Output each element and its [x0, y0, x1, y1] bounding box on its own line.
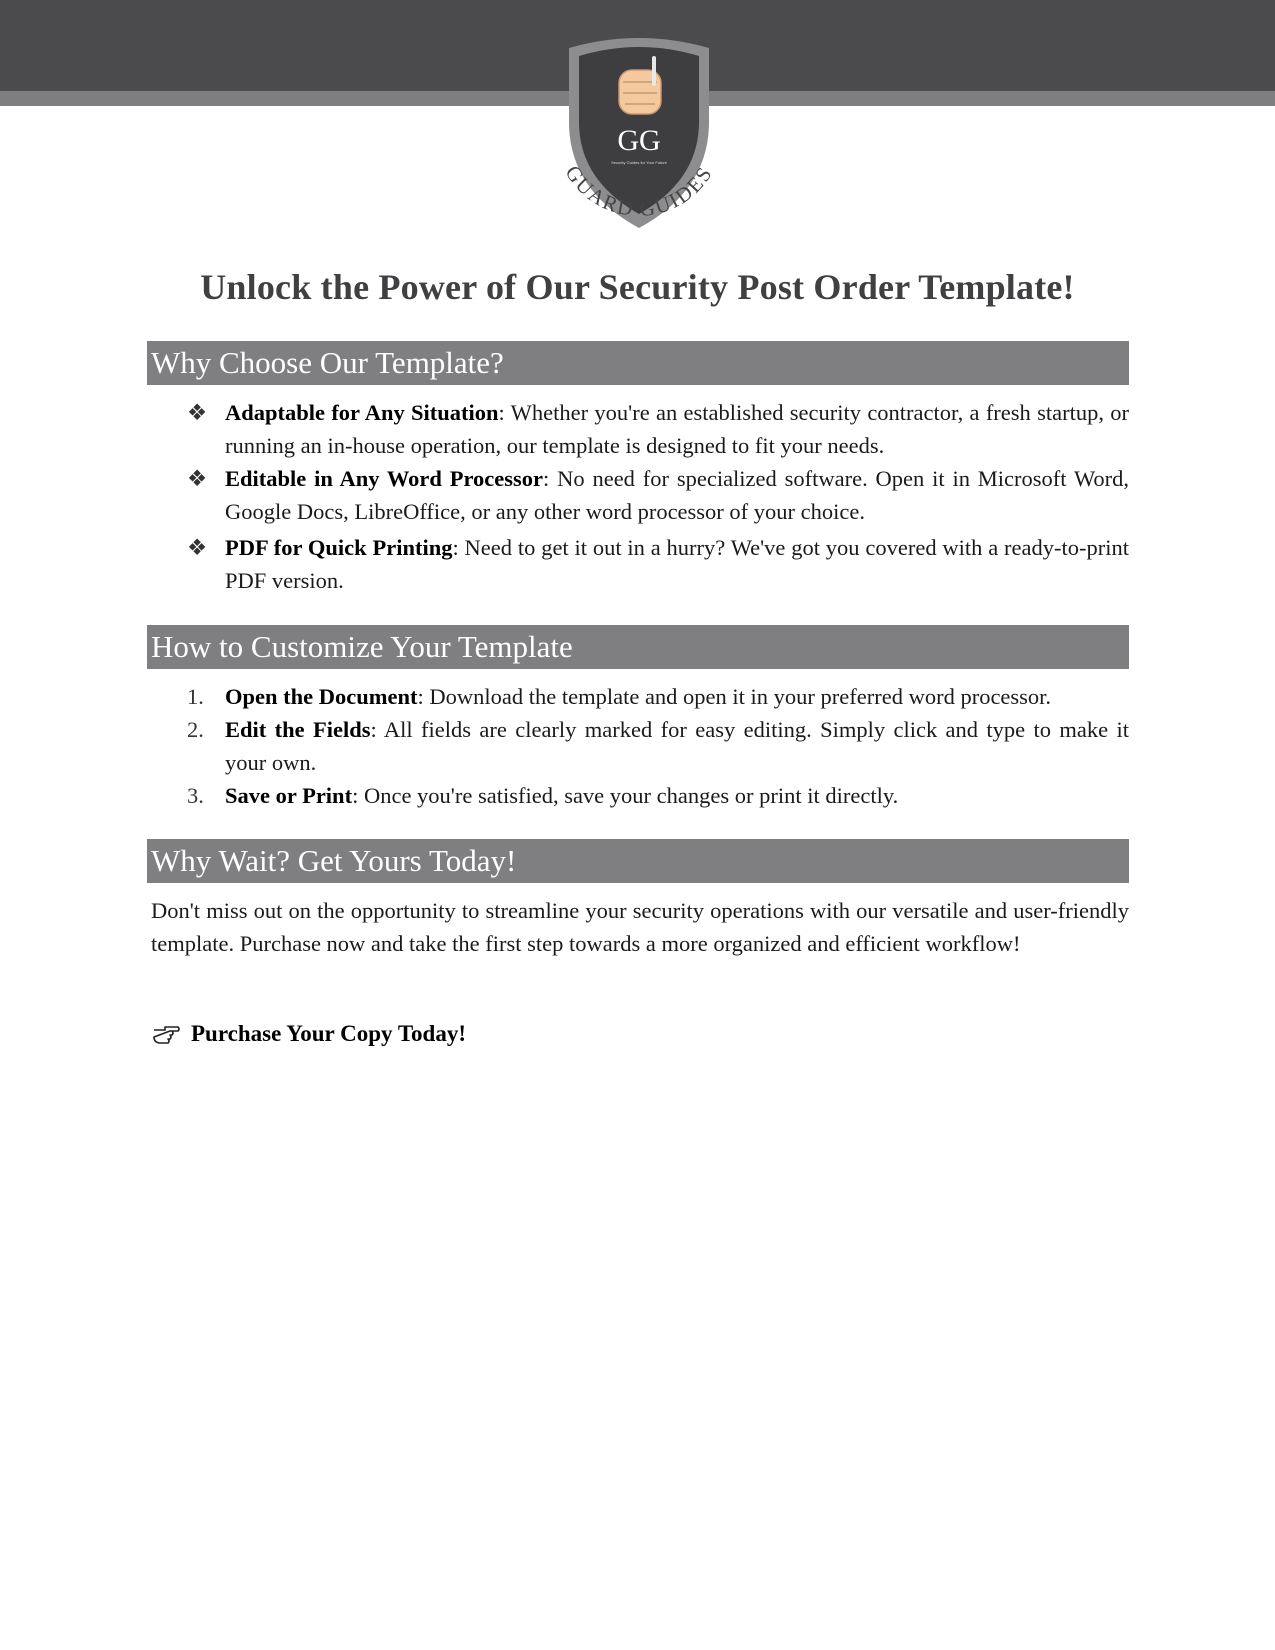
- section-heading: Why Choose Our Template?: [147, 341, 1129, 385]
- page-title: Unlock the Power of Our Security Post Order Template!: [200, 267, 1075, 307]
- item-term: Adaptable for Any Situation: [225, 400, 499, 425]
- section-why-wait: [147, 839, 1129, 960]
- diamond-bullet-icon: ❖: [187, 535, 208, 560]
- section-how-to-customize: [147, 625, 1129, 812]
- diamond-bullet-icon: ❖: [187, 466, 208, 491]
- logo-monogram: GG: [617, 124, 661, 157]
- list-item: [147, 462, 1129, 528]
- item-term: Editable in Any Word Processor: [225, 466, 544, 491]
- section-heading: How to Customize Your Template: [147, 625, 1129, 669]
- list-item: [147, 680, 1129, 713]
- section-why-choose: [147, 341, 1129, 597]
- item-term: Open the Document: [225, 684, 418, 709]
- list-number: 2.: [187, 717, 204, 742]
- guard-guides-logo: [539, 30, 739, 240]
- item-term: Save or Print: [225, 783, 353, 808]
- list-item: [147, 531, 1129, 597]
- closing-paragraph: Don't miss out on the opportunity to streamline your security operations with our versatile and user-friendly template. Purchase now and take the first step towards a more organized and efficient workflow!: [151, 898, 1129, 956]
- item-text: : Whether you're an established security contractor, a fresh startup, or running an in-house operation, our template is designed to fit your needs.: [225, 400, 1129, 458]
- logo-tagline: Security Guides for Your Future: [611, 160, 667, 165]
- list-number: 3.: [187, 783, 204, 808]
- diamond-bullet-icon: ❖: [187, 400, 208, 425]
- item-text: : Download the template and open it in your preferred word processor.: [417, 684, 1052, 709]
- item-text: : No need for specialized software. Open it in Microsoft Word, Google Docs, LibreOffice, or any other word processor of your choice.: [225, 466, 1129, 524]
- list-item: [147, 713, 1129, 779]
- purchase-cta[interactable]: [151, 1020, 466, 1048]
- item-text: : Need to get it out in a hurry? We've got you covered with a ready-to-print PDF version.: [225, 535, 1130, 593]
- logo-wordmark: GUARD GUIDES: [560, 161, 718, 222]
- section-heading: Why Wait? Get Yours Today!: [147, 839, 1129, 883]
- list-number: 1.: [187, 684, 204, 709]
- item-term: Edit the Fields: [225, 717, 371, 742]
- pointing-hand-icon: [151, 1020, 181, 1048]
- list-item: [147, 396, 1129, 462]
- item-text: : Once you're satisfied, save your changes or print it directly.: [352, 783, 899, 808]
- item-term: PDF for Quick Printing: [225, 535, 453, 560]
- list-item: [147, 779, 1129, 812]
- item-text: : All fields are clearly marked for easy editing. Simply click and type to make it your own.: [225, 717, 1129, 775]
- purchase-cta-label[interactable]: Purchase Your Copy Today!: [191, 1021, 467, 1046]
